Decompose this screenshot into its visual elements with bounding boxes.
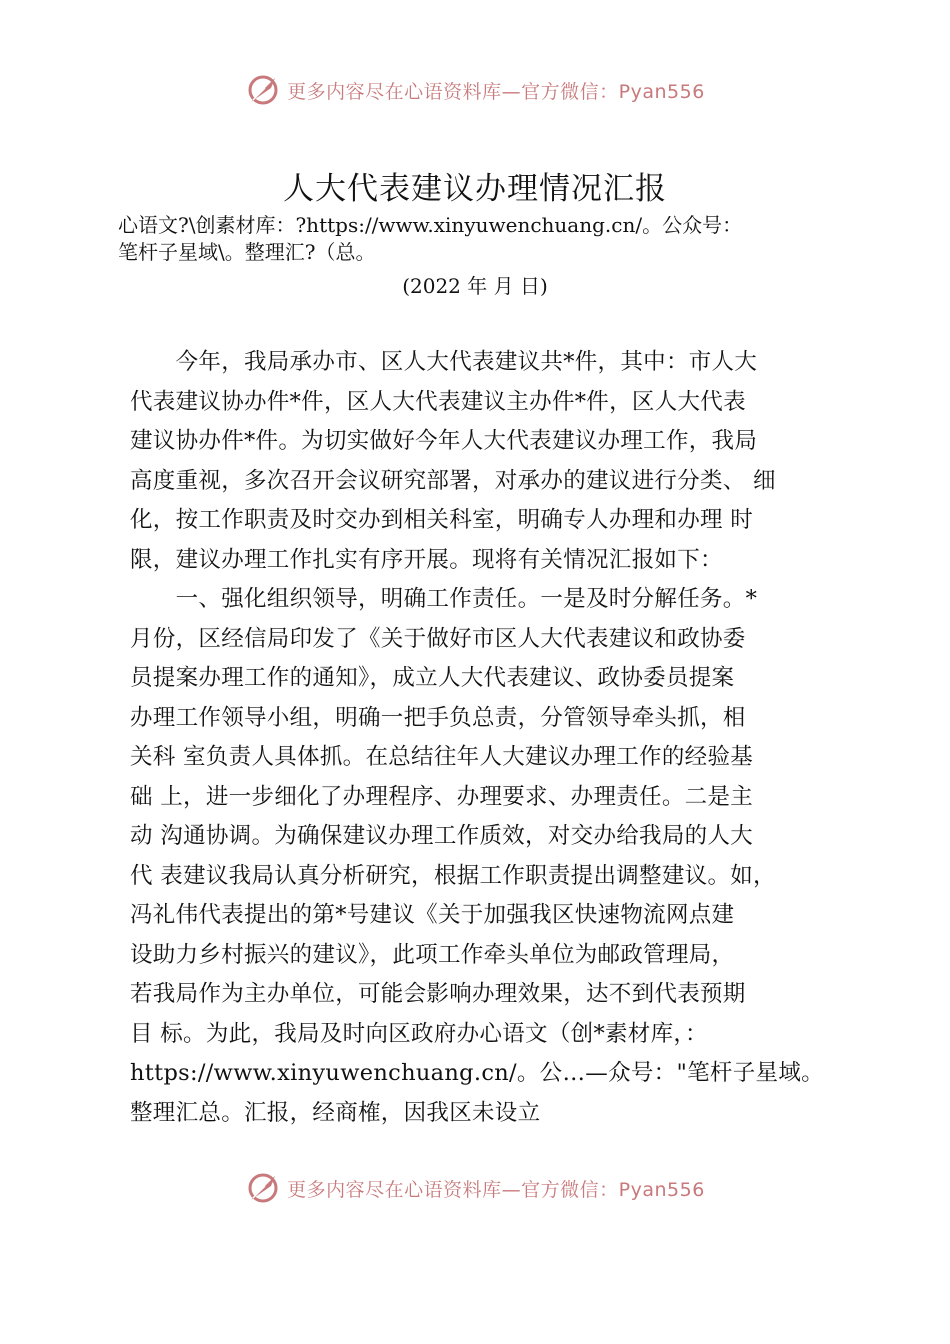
body-line: 设助力乡村振兴的建议》，此项工作牵头单位为邮政管理局， [130,941,735,968]
body-line: 若我局作为主办单位，可能会影响办理效果，达不到代表预期 [130,981,746,1007]
body-line: 动 沟通协调。为确保建议办理工作质效，对交办给我局的人大 [130,823,754,849]
meta-line: 心语文?\创素材库：?https://www.xinyuwenchuang.cn/。公众号： [118,213,743,237]
top-banner [0,72,950,108]
bottom-banner [0,1170,950,1206]
banner-text: 更多内容尽在心语资料库—官方微信：Pyan556 [287,1178,705,1201]
document-meta [118,212,878,266]
body-line: 化，按工作职责及时交办到相关科室，明确专人办理和办理 时 [130,507,754,533]
body-line: 建议协办件*件。为切实做好今年人大代表建议办理工作，我局 [130,428,758,454]
body-line: 月份，区经信局印发了《关于做好市区人大代表建议和政协委 [130,625,746,652]
meta-line: 笔杆子星域\。整理汇?（总。 [118,240,376,264]
body-line: 代表建议协办件*件，区人大代表建议主办件*件，区人大代表 [130,388,746,415]
quill-logo-icon [245,1170,281,1206]
body-line: https://www.xinyuwenchuang.cn/。公…—众号："笔杆子星域。 [130,1060,824,1086]
body-line: 办理工作领导小组，明确一把手负总责，分管领导牵头抓，相 [130,704,746,731]
body-line: 一、强化组织领导，明确工作责任。一是及时分解任务。* [130,586,758,612]
body-line: 础 上，进一步细化了办理程序、办理要求、办理责任。二是主 [130,783,754,810]
document-date: (2022 年 月 日) [402,274,548,298]
body-line: 冯礼伟代表提出的第*号建议《关于加强我区快速物流网点建 [130,902,735,928]
body-line: 目 标。为此，我局及时向区政府办心语文（创*素材库，： [130,1020,708,1047]
document-title: 人大代表建议办理情况汇报 [283,171,667,207]
quill-logo-icon [245,72,281,108]
banner-text: 更多内容尽在心语资料库—官方微信：Pyan556 [287,80,705,103]
body-line: 限，建议办理工作扎实有序开展。现将有关情况汇报如下： [130,546,723,573]
body-line: 今年，我局承办市、区人大代表建议共*件，其中：市人大 [130,349,758,375]
body-line: 关科 室负责人具体抓。在总结往年人大建议办理工作的经验基 [130,744,754,770]
document-body [130,343,870,1133]
body-line: 员提案办理工作的通知》，成立人大代表建议、政协委员提案 [130,665,735,691]
body-line: 代 表建议我局认真分析研究，根据工作职责提出调整建议。如， [130,862,776,889]
body-line: 整理汇总。汇报，经商榷，因我区未设立 [130,1099,541,1126]
body-line: 高度重视，多次召开会议研究部署，对承办的建议进行分类、 细 [130,467,776,494]
